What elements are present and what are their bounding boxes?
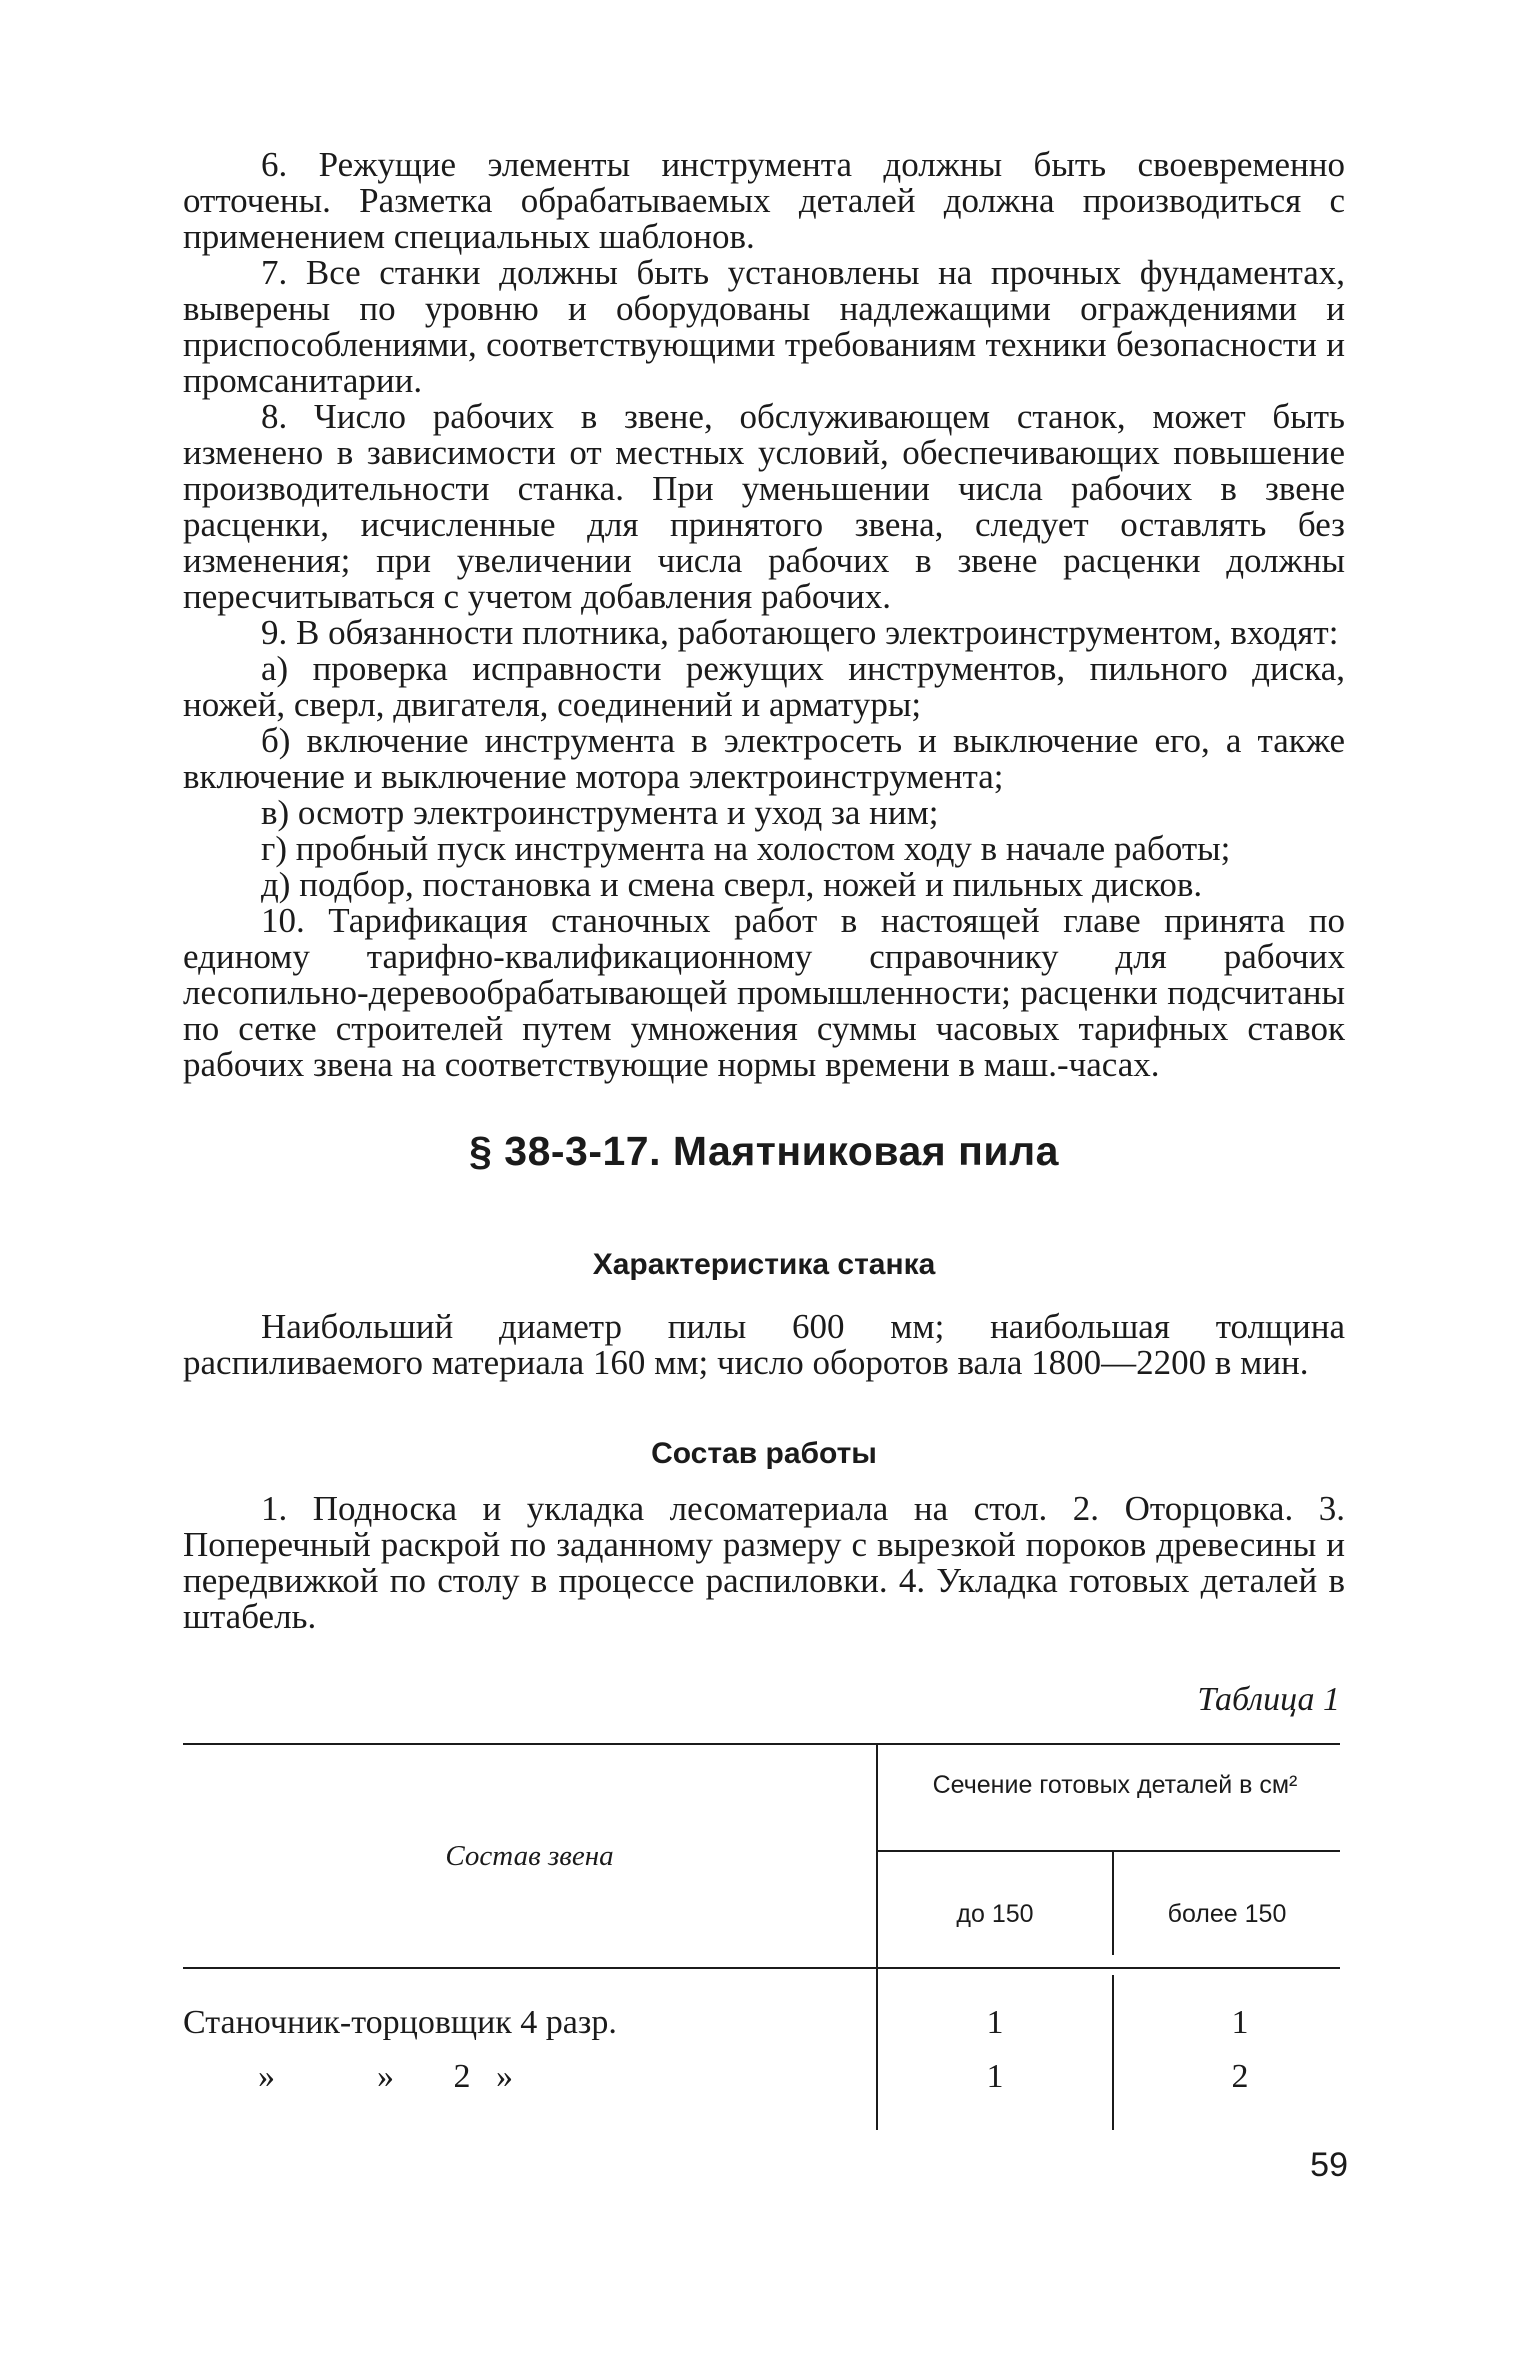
table-caption: Таблица 1 bbox=[1197, 1681, 1340, 1718]
intro-section bbox=[183, 147, 1345, 1083]
work-composition-section bbox=[183, 1491, 1345, 1635]
table-divider-body bbox=[1112, 1975, 1114, 2130]
list-item-b: б) включение инструмента в электросеть и выключение его, а также включение и выключение мотора электроинструмента; bbox=[183, 721, 1345, 796]
table-top-rule bbox=[183, 1743, 1340, 1745]
section-title: § 38-3-17. Маятниковая пила bbox=[469, 1128, 1059, 1174]
table-group-rule bbox=[878, 1850, 1340, 1852]
list-item-g: г) пробный пуск инструмента на холостом ходу в начале работы; bbox=[261, 829, 1231, 868]
characteristics-section bbox=[183, 1309, 1345, 1381]
row-2-up-to-150: 1 bbox=[986, 2058, 1004, 2095]
paragraph-6: 6. Режущие элементы инструмента должны быть своевременно отточены. Разметка обрабатываемых деталей должна производиться с применением специальных шаблонов. bbox=[183, 145, 1345, 256]
paragraph-8: 8. Число рабочих в звене, обслуживающем станок, может быть изменено в зависимости от местных условий, обеспечивающих повышение производительности станка. При уменьшении числа рабочих в звене расценки, исчисленные для принятого звена, следует оставлять без изменения; при увеличении числа рабочих в звене расценки должны пересчитываться с учетом добавления рабочих. bbox=[183, 397, 1345, 616]
work-composition-text: 1. Подноска и укладка лесоматериала на стол. 2. Оторцовка. 3. Поперечный раскрой по заданному размеру с вырезкой пороков древесины и передвижкой по столу в процессе распиловки. 4. Укладка готовых деталей в штабель. bbox=[183, 1489, 1345, 1636]
row-label-2: » » 2 » bbox=[258, 2058, 513, 2095]
header-over-150: более 150 bbox=[1167, 1900, 1287, 1928]
characteristics-heading: Характеристика станка bbox=[592, 1248, 936, 1281]
header-up-to-150: до 150 bbox=[956, 1900, 1034, 1928]
list-item-v: в) осмотр электроинструмента и уход за ним; bbox=[261, 793, 939, 832]
paragraph-9: 9. В обязанности плотника, работающего электроинструментом, входят: bbox=[261, 613, 1339, 652]
row-2-over-150: 2 bbox=[1231, 2058, 1249, 2095]
page-number: 59 bbox=[1310, 2146, 1348, 2184]
row-1-over-150: 1 bbox=[1231, 2004, 1249, 2041]
row-1-up-to-150: 1 bbox=[986, 2004, 1004, 2041]
paragraph-7: 7. Все станки должны быть установлены на прочных фундаментах, выверены по уровню и оборудованы надлежащими ограждениями и приспособлениями, соответствующими требованиям техники безопасности и промсанитарии. bbox=[183, 253, 1345, 400]
list-item-a: а) проверка исправности режущих инструментов, пильного диска, ножей, сверл, двигателя, соединений и арматуры; bbox=[183, 649, 1345, 724]
work-composition-heading: Состав работы bbox=[651, 1437, 877, 1470]
list-item-d: д) подбор, постановка и смена сверл, ножей и пильных дисков. bbox=[261, 865, 1203, 904]
table-divider-crew bbox=[876, 1743, 878, 2130]
table-header-rule bbox=[183, 1967, 1340, 1969]
header-section-group: Сечение готовых деталей в см² bbox=[932, 1771, 1298, 1799]
characteristics-text: Наибольший диаметр пилы 600 мм; наибольшая толщина распиливаемого материала 160 мм; число оборотов вала 1800—2200 в мин. bbox=[183, 1307, 1345, 1382]
paragraph-10: 10. Тарификация станочных работ в настоящей главе принята по единому тарифно-квалификационному справочнику для рабочих лесопильно-деревообрабатывающей промышленности; расценки подсчитаны по сетке строителей путем умножения суммы часовых тарифных ставок рабочих звена на соответствующие нормы времени в маш.-часах. bbox=[183, 901, 1345, 1084]
row-label-1: Станочник-торцовщик 4 разр. bbox=[183, 2004, 617, 2041]
header-crew: Состав звена bbox=[445, 1840, 614, 1872]
